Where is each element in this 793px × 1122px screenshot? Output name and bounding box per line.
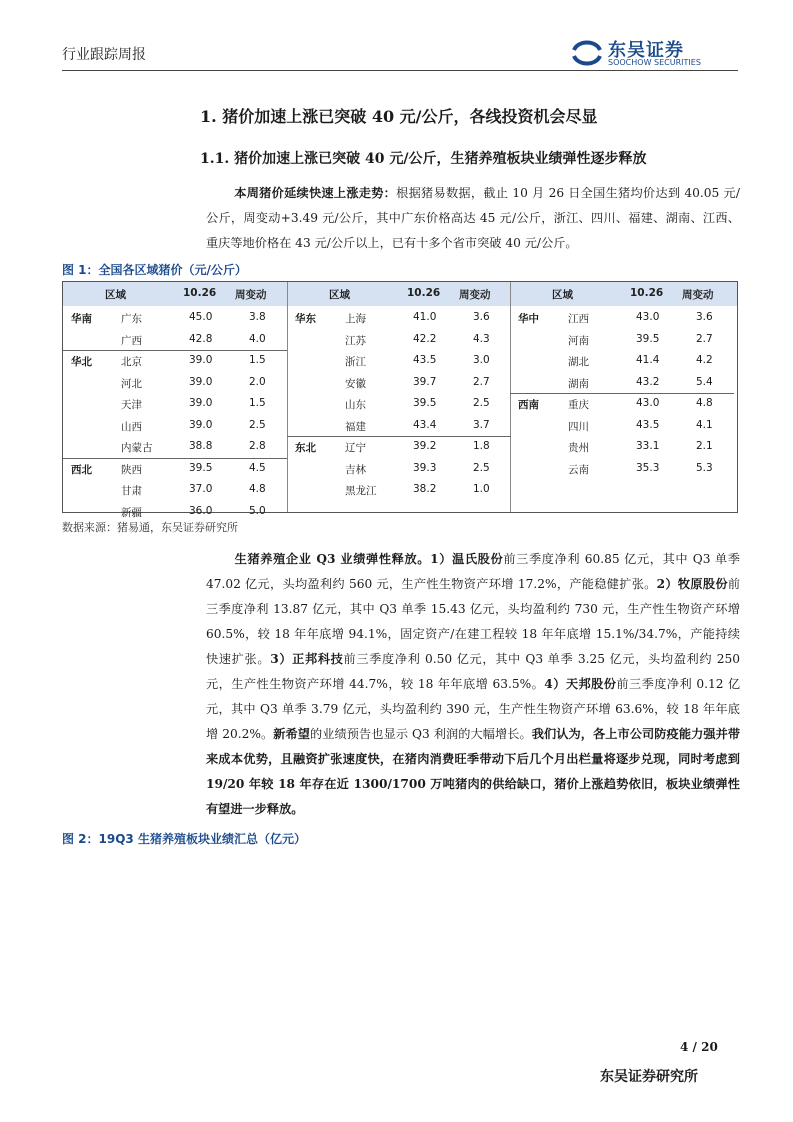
- group-divider: [510, 393, 734, 394]
- header-divider: [62, 70, 738, 71]
- province-name: 山东: [345, 399, 366, 411]
- text-s2: 前三季度净利 60.85 亿元，其中 Q3 单季 47.02 亿元，头均盈利约 560 元，生产性生物资产环增 17.2%，产能稳健扩张。: [206, 552, 740, 591]
- region-name: 西南: [518, 399, 539, 411]
- change-value: 4.8: [249, 483, 266, 495]
- figure-1-title: 图 1：全国各区域猪价（元/公斤）: [62, 263, 247, 277]
- region-name: 东北: [295, 442, 316, 454]
- province-name: 上海: [345, 313, 366, 325]
- province-name: 江苏: [345, 334, 366, 347]
- province-name: 贵州: [568, 442, 589, 454]
- province-name: 河南: [568, 334, 589, 347]
- text-s10: 的业绩预告也显示 Q3 利润的大幅增长。: [310, 727, 532, 741]
- change-value: 3.7: [473, 418, 490, 431]
- table-header-change: 周变动: [235, 289, 267, 301]
- change-value: 4.2: [696, 354, 713, 366]
- change-value: 2.0: [249, 375, 266, 388]
- price-value: 35.3: [636, 461, 660, 474]
- price-value: 39.0: [189, 397, 213, 409]
- price-value: 37.0: [189, 483, 213, 495]
- figure-2-title: 图 2：19Q3 生猪养殖板块业绩汇总（亿元）: [62, 832, 306, 846]
- province-name: 重庆: [568, 399, 589, 411]
- price-value: 43.0: [636, 311, 660, 323]
- change-value: 1.8: [473, 440, 490, 452]
- change-value: 3.8: [249, 311, 266, 323]
- province-name: 河北: [121, 377, 142, 390]
- text-s5: 3）正邦科技: [270, 652, 344, 666]
- table-header-region: 区域: [552, 289, 573, 301]
- price-value: 39.3: [413, 461, 437, 474]
- page-number: 4 / 20: [680, 1040, 718, 1054]
- regional-price-table: [62, 281, 738, 519]
- paragraph-q3-results: [206, 547, 740, 822]
- price-value: 36.0: [189, 504, 213, 517]
- paragraph-text: 根据猪易数据，截止 10 月 26 日全国生猪均价达到 40.05 元/公斤，周变动+3.49 元/公斤，其中广东价格高达 45 元/公斤，浙江、四川、福建、湖南、江西、重庆等地价格在 43 元/公斤以上，已有十多个省市突破 40 元/公斤。: [206, 186, 741, 250]
- text-s6: 前三季度净利 0.50 亿元，其中 Q3 单季 3.25 亿元，头均盈利约 250 元，生产性生物资产环增 44.7%，较 18 年年底增 63.5%。: [206, 652, 740, 691]
- province-name: 吉林: [345, 463, 366, 476]
- province-name: 四川: [568, 420, 589, 433]
- price-value: 45.0: [189, 311, 213, 323]
- province-name: 广西: [121, 334, 142, 347]
- region-name: 华中: [518, 313, 539, 325]
- text-s1: 生猪养殖企业 Q3 业绩弹性释放。1）温氏股份: [234, 552, 504, 566]
- province-name: 福建: [345, 420, 366, 433]
- region-name: 华南: [71, 313, 92, 325]
- table-header-change: 周变动: [459, 289, 491, 301]
- text-s4: 前三季度净利 13.87 亿元，其中 Q3 单季 15.43 亿元，头均盈利约 730 元，生产性生物资产环增 60.5%，较 18 年年底增 94.1%，固定资产/在建工程较 18 年年底增 15.1%/34.7%，产能持续快速扩张。: [206, 577, 740, 666]
- logo-text-cn: 东吴证券: [608, 40, 684, 61]
- table-header-date: 10.26: [407, 287, 441, 299]
- company-logo: [570, 36, 740, 68]
- price-value: 43.4: [413, 418, 437, 431]
- change-value: 2.7: [473, 375, 490, 388]
- region-name: 西北: [71, 463, 92, 476]
- change-value: 3.0: [473, 354, 490, 366]
- price-value: 39.0: [189, 375, 213, 388]
- price-value: 33.1: [636, 440, 660, 452]
- change-value: 4.3: [473, 332, 490, 345]
- change-value: 2.5: [249, 418, 266, 431]
- change-value: 1.5: [249, 354, 266, 366]
- province-name: 浙江: [345, 356, 366, 368]
- table-header-region: 区域: [105, 289, 126, 301]
- change-value: 3.6: [696, 311, 713, 323]
- paragraph-lead: 本周猪价延续快速上涨走势：: [234, 186, 397, 200]
- price-value: 39.7: [413, 375, 437, 388]
- change-value: 4.1: [696, 418, 713, 431]
- price-value: 43.5: [413, 354, 437, 366]
- price-value: 41.0: [413, 311, 437, 323]
- footer-org: 东吴证券研究所: [600, 1069, 698, 1085]
- price-value: 39.2: [413, 440, 437, 452]
- text-s3: 2）牧原股份: [656, 577, 728, 591]
- province-name: 江西: [568, 313, 589, 325]
- change-value: 2.5: [473, 461, 490, 474]
- province-name: 湖北: [568, 356, 589, 368]
- change-value: 4.5: [249, 461, 266, 474]
- change-value: 2.7: [696, 332, 713, 345]
- province-name: 天津: [121, 399, 142, 411]
- table-header-date: 10.26: [630, 287, 664, 299]
- price-value: 39.0: [189, 418, 213, 431]
- section-1-1-title: 1.1. 猪价加速上涨已突破 40 元/公斤，生猪养殖板块业绩弹性逐步释放: [200, 151, 647, 167]
- province-name: 黑龙江: [345, 485, 377, 497]
- price-value: 38.8: [189, 440, 213, 452]
- province-name: 广东: [121, 313, 142, 325]
- table-header-change: 周变动: [682, 289, 714, 301]
- change-value: 3.6: [473, 311, 490, 323]
- province-name: 甘肃: [121, 485, 142, 497]
- region-name: 华东: [295, 313, 316, 325]
- text-s11: 我们认为，各上市公司防疫能力强并带来成本优势，且融资扩张速度快，在猪肉消费旺季带动下后几个月出栏量将逐步兑现，同时考虑到 19/20 年较 18 年存在近 1300/1700 万吨猪肉的供给缺口，猪价上涨趋势依旧，板块业绩弹性有望进一步释放。: [206, 727, 741, 816]
- province-name: 山西: [121, 420, 142, 433]
- price-value: 39.5: [189, 461, 213, 474]
- province-name: 湖南: [568, 377, 589, 390]
- change-value: 4.8: [696, 397, 713, 409]
- price-value: 43.5: [636, 418, 660, 431]
- group-divider: [63, 350, 287, 351]
- province-name: 云南: [568, 463, 589, 476]
- section-1-title: 1. 猪价加速上涨已突破 40 元/公斤，各线投资机会尽显: [200, 107, 598, 126]
- price-value: 43.2: [636, 375, 660, 388]
- logo-text-en: SOOCHOW SECURITIES: [608, 58, 701, 67]
- region-name: 华北: [71, 356, 92, 368]
- text-s9: 新希望: [273, 727, 311, 741]
- province-name: 北京: [121, 356, 142, 368]
- text-s8: 前三季度净利 0.12 亿元，其中 Q3 单季 3.79 亿元，头均盈利约 390 元，生产性生物资产环增 63.6%，较 18 年年底增 20.2%。: [206, 677, 741, 741]
- change-value: 2.1: [696, 440, 713, 452]
- province-name: 内蒙古: [121, 442, 153, 454]
- price-value: 42.8: [189, 332, 213, 345]
- change-value: 5.4: [696, 375, 713, 388]
- price-value: 39.0: [189, 354, 213, 366]
- data-source: 数据来源：猪易通，东吴证券研究所: [62, 521, 238, 534]
- province-name: 陕西: [121, 463, 142, 476]
- price-value: 38.2: [413, 483, 437, 495]
- text-s7: 4）天邦股份: [544, 677, 617, 691]
- table-header-date: 10.26: [183, 287, 217, 299]
- change-value: 5.3: [696, 461, 713, 474]
- price-value: 41.4: [636, 354, 660, 366]
- change-value: 1.5: [249, 397, 266, 409]
- group-divider: [63, 458, 287, 459]
- group-divider: [287, 436, 511, 437]
- logo-mark-icon: [570, 36, 604, 68]
- change-value: 1.0: [473, 483, 490, 495]
- province-name: 辽宁: [345, 442, 366, 454]
- province-name: 安徽: [345, 377, 366, 390]
- price-value: 43.0: [636, 397, 660, 409]
- change-value: 2.8: [249, 440, 266, 452]
- change-value: 2.5: [473, 397, 490, 409]
- price-value: 39.5: [413, 397, 437, 409]
- price-value: 39.5: [636, 332, 660, 345]
- header-report-type: 行业跟踪周报: [62, 47, 146, 63]
- price-value: 42.2: [413, 332, 437, 345]
- change-value: 4.0: [249, 332, 266, 345]
- table-header-region: 区域: [329, 289, 350, 301]
- change-value: 5.0: [249, 504, 266, 517]
- paragraph-price-trend: [206, 181, 740, 256]
- province-name: 新疆: [121, 506, 142, 519]
